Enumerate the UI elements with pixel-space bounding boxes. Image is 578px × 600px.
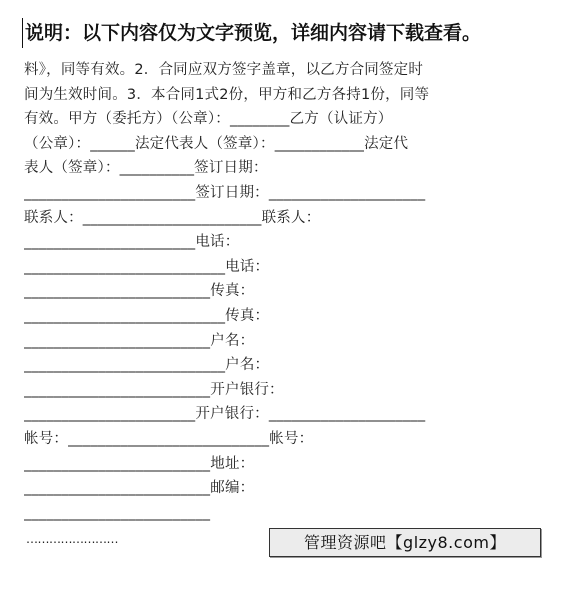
text-line: _________________________传真： [24,283,255,300]
text-line: _________________________邮编： [24,480,255,497]
text-line: 料》，同等有效。2．合同应双方签字盖章，以乙方合同签定时 [24,62,424,78]
text-line: 表人（签章）：__________签订日期： [24,160,268,177]
text-line: 有效。甲方（委托方）（公章）：________乙方（认证方） [24,111,393,128]
text-line: 帐号：___________________________帐号： [24,430,314,447]
text-line: 间为生效时间。3．本合同1式2份，甲方和乙方各持1份，同等 [24,86,430,103]
text-line: ___________________________户名： [24,357,270,374]
text-line: ___________________________传真： [24,307,270,324]
text-line: _______________________签订日期：_____________________ [24,184,426,201]
site-banner-link[interactable]: 管理资源吧【glzy8.com】 [269,528,541,557]
text-line: （公章）：______法定代表人（签章）：____________法定代 [24,135,409,152]
text-line: _________________________开户银行： [24,381,284,398]
contract-body [24,58,564,525]
dotted-leader: …………………… [26,532,118,546]
text-line: 联系人：________________________联系人： [24,209,321,226]
text-line: _______________________开户银行：_____________________ [24,406,426,423]
text-line: _______________________电话： [24,234,240,251]
text-line: _________________________ [24,504,211,521]
text-line: _________________________户名： [24,332,255,349]
text-line: ___________________________电话： [24,258,270,275]
text-line: _________________________地址： [24,455,255,472]
preview-notice: 说明：以下内容仅为文字预览，详细内容请下载查看。 [22,18,481,48]
